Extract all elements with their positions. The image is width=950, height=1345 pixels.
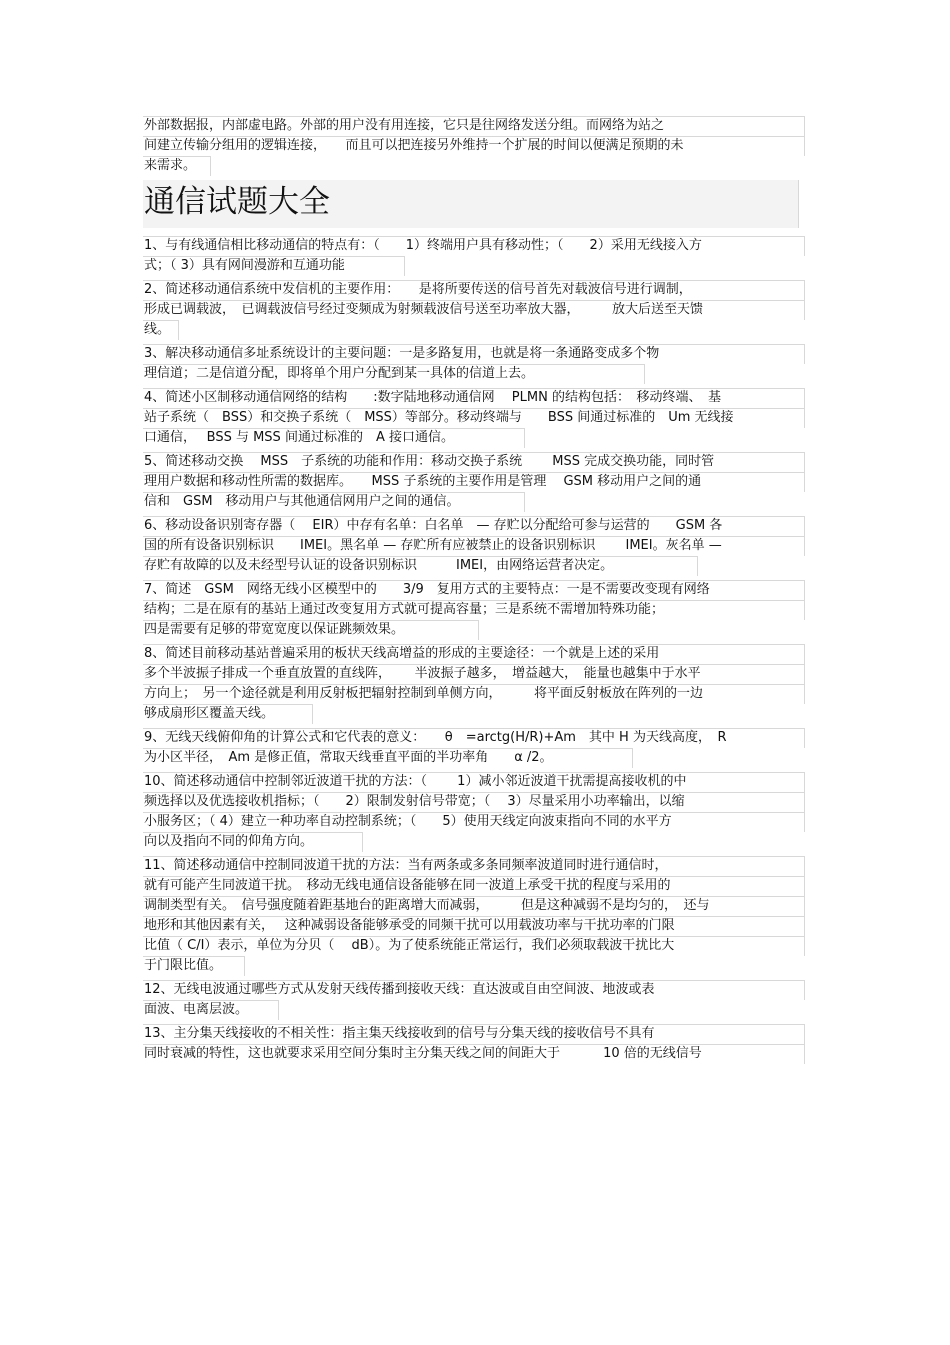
question-line: 线。 [143, 320, 179, 340]
document-page [143, 116, 808, 1068]
question-line: 国的所有设备识别标识 IMEI。黑名单 — 存贮所有应被禁止的设备识别标识 IMEI。灰名单 — [143, 536, 805, 556]
question-line: 存贮有故障的以及未经型号认证的设备识别标识 IMEI，由网络运营者决定。 [143, 556, 698, 576]
question-line: 地形和其他因素有关， 这种减弱设备能够承受的同频干扰可以用载波功率与干扰功率的门限 [143, 916, 805, 936]
question-line: 5、简述移动交换 MSS 子系统的功能和作用：移动交换子系统 MSS 完成交换功能，同时管 [143, 452, 805, 472]
question-line: 9、无线天线俯仰角的计算公式和它代表的意义： θ =arctg(H/R)+Am 其中 H 为天线高度， R [143, 728, 805, 748]
question-item [143, 516, 808, 580]
question-item [143, 980, 808, 1024]
question-line: 四是需要有足够的带宽宽度以保证跳频效果。 [143, 620, 479, 640]
question-line: 同时衰减的特性，这也就要求采用空间分集时主分集天线之间的间距大于 10 倍的无线信号 [143, 1044, 805, 1064]
question-line: 2、简述移动通信系统中发信机的主要作用： 是将所要传送的信号首先对载波信号进行调制， [143, 280, 805, 300]
question-line: 7、简述 GSM 网络无线小区模型中的 3/9 复用方式的主要特点：一是不需要改变现有网络 [143, 580, 805, 600]
question-list [143, 236, 808, 1068]
question-line: 10、简述移动通信中控制邻近波道干扰的方法：（ 1）减小邻近波道干扰需提高接收机的中 [143, 772, 805, 792]
question-item [143, 344, 808, 388]
question-line: 式；（ 3）具有网间漫游和互通功能 [143, 256, 405, 276]
question-line: 11、简述移动通信中控制同波道干扰的方法：当有两条或多条同频率波道同时进行通信时， [143, 856, 805, 876]
page-title: 通信试题大全 [143, 180, 799, 228]
question-item [143, 388, 808, 452]
question-item [143, 728, 808, 772]
question-item [143, 236, 808, 280]
question-line: 3、解决移动通信多址系统设计的主要问题：一是多路复用，也就是将一条通路变成多个物 [143, 344, 805, 364]
question-line: 比值（ C/I）表示，单位为分贝（ dB）。为了使系统能正常运行，我们必须取载波干扰比大 [143, 936, 805, 956]
question-line: 口通信， BSS 与 MSS 间通过标准的 A 接口通信。 [143, 428, 525, 448]
intro-line: 来需求。 [143, 156, 211, 176]
question-line: 就有可能产生同波道干扰。 移动无线电通信设备能够在同一波道上承受干扰的程度与采用的 [143, 876, 805, 896]
question-line: 13、主分集天线接收的不相关性：指主集天线接收到的信号与分集天线的接收信号不具有 [143, 1024, 805, 1044]
question-item [143, 452, 808, 516]
question-line: 面波、电离层波。 [143, 1000, 279, 1020]
question-line: 为小区半径， Am 是修正值，常取天线垂直平面的半功率角 α /2。 [143, 748, 633, 768]
question-line: 理信道；二是信道分配，即将单个用户分配到某一具体的信道上去。 [143, 364, 645, 384]
intro-line: 间建立传输分组用的逻辑连接， 而且可以把连接另外维持一个扩展的时间以便满足预期的未 [143, 136, 805, 156]
question-item [143, 280, 808, 344]
question-line: 够成扇形区覆盖天线。 [143, 704, 313, 724]
question-line: 8、简述目前移动基站普遍采用的板状天线高增益的形成的主要途径：一个就是上述的采用 [143, 644, 805, 664]
question-line: 形成已调载波， 已调载波信号经过变频成为射频载波信号送至功率放大器， 放大后送至天馈 [143, 300, 805, 320]
intro-paragraph [143, 116, 808, 176]
question-item [143, 772, 808, 856]
question-line: 12、无线电波通过哪些方式从发射天线传播到接收天线：直达波或自由空间波、地波或表 [143, 980, 805, 1000]
question-line: 理用户数据和移动性所需的数据库。 MSS 子系统的主要作用是管理 GSM 移动用户之间的通 [143, 472, 805, 492]
question-item [143, 644, 808, 728]
question-line: 站子系统（ BSS）和交换子系统（ MSS）等部分。移动终端与 BSS 间通过标准的 Um 无线接 [143, 408, 805, 428]
question-item [143, 856, 808, 980]
question-line: 6、移动设备识别寄存器（ EIR）中存有名单：白名单 — 存贮以分配给可参与运营的 GSM 各 [143, 516, 805, 536]
question-line: 多个半波振子排成一个垂直放置的直线阵， 半波振子越多， 增益越大， 能量也越集中于水平 [143, 664, 805, 684]
intro-line: 外部数据报，内部虚电路。外部的用户没有用连接，它只是往网络发送分组。而网络为站之 [143, 116, 805, 136]
question-line: 方向上； 另一个途径就是利用反射板把辐射控制到单侧方向， 将平面反射板放在阵列的一边 [143, 684, 805, 704]
question-line: 信和 GSM 移动用户与其他通信网用户之间的通信。 [143, 492, 525, 512]
question-line: 1、与有线通信相比移动通信的特点有：（ 1）终端用户具有移动性；（ 2）采用无线接入方 [143, 236, 805, 256]
question-line: 频选择以及优选接收机指标；（ 2）限制发射信号带宽；（ 3）尽量采用小功率输出，以缩 [143, 792, 805, 812]
question-item [143, 1024, 808, 1068]
question-line: 于门限比值。 [143, 956, 245, 976]
question-line: 4、简述小区制移动通信网络的结构 :数字陆地移动通信网 PLMN 的结构包括： 移动终端、 基 [143, 388, 805, 408]
question-line: 结构；二是在原有的基站上通过改变复用方式就可提高容量；三是系统不需增加特殊功能； [143, 600, 805, 620]
question-line: 调制类型有关。 信号强度随着距基地台的距离增大而减弱， 但是这种减弱不是均匀的， 还与 [143, 896, 805, 916]
question-item [143, 580, 808, 644]
question-line: 向以及指向不同的仰角方向。 [143, 832, 363, 852]
question-line: 小服务区；（ 4）建立一种功率自动控制系统；（ 5）使用天线定向波束指向不同的水平方 [143, 812, 805, 832]
